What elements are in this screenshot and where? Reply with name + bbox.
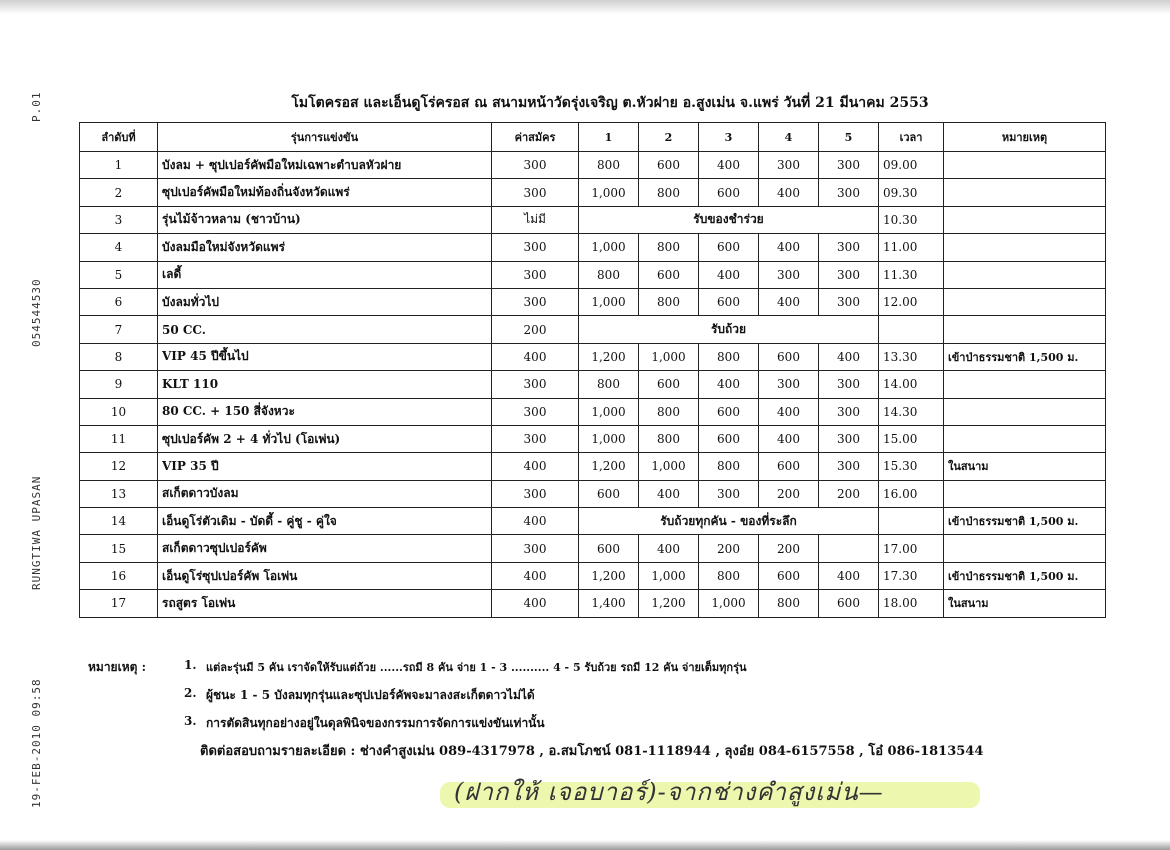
row-note: ในสนาม [944,590,1106,617]
row-order: 17 [80,590,158,617]
row-fee: 300 [492,371,579,398]
fax-number: 054544530 [30,278,43,347]
scan-top-edge [0,0,1170,14]
row-event: รุ่นไม้จ้าวหลาม (ชาวบ้าน) [158,206,492,233]
row-prize-2: 800 [639,425,699,452]
row-time: 10.30 [879,206,944,233]
row-prize-4: 400 [759,234,819,261]
row-note: ในสนาม [944,453,1106,480]
row-fee: 300 [492,152,579,179]
row-note [944,371,1106,398]
row-prize-5: 300 [819,371,879,398]
row-prize-2: 1,200 [639,590,699,617]
row-prize-4: 800 [759,590,819,617]
row-prize-2: 800 [639,179,699,206]
row-time: 15.00 [879,425,944,452]
row-prize-1: 800 [579,371,639,398]
table-row [80,535,1106,562]
row-note [944,316,1106,343]
row-prize-3: 800 [699,453,759,480]
row-time: 18.00 [879,590,944,617]
row-prize-gift: รับถ้วย [579,316,879,343]
row-prize-2: 400 [639,535,699,562]
row-order: 8 [80,343,158,370]
table-row [80,261,1106,288]
row-prize-5: 300 [819,261,879,288]
row-prize-1: 1,000 [579,234,639,261]
row-time [879,508,944,535]
row-order: 4 [80,234,158,261]
row-time: 11.00 [879,234,944,261]
row-event: สเก็ตดาวบังลม [158,480,492,507]
row-note [944,535,1106,562]
row-event: 50 CC. [158,316,492,343]
row-event: ซุปเปอร์คัพ 2 + 4 ทั่วไป (โอเพ่น) [158,425,492,452]
note-3-number: 3. [184,714,197,728]
table-row [80,590,1106,617]
row-event: เอ็นดูโร่ตัวเดิม - บัดดี้ - คู่ชู - คู่ใจ [158,508,492,535]
row-prize-1: 1,200 [579,453,639,480]
row-prize-gift: รับถ้วยทุกคัน - ของที่ระลึก [579,508,879,535]
row-event: บังลมมือใหม่จังหวัดแพร่ [158,234,492,261]
row-event: 80 CC. + 150 สี่จังหวะ [158,398,492,425]
row-time: 09.30 [879,179,944,206]
row-prize-1: 1,000 [579,288,639,315]
row-prize-4: 400 [759,288,819,315]
row-fee: 300 [492,234,579,261]
row-prize-2: 600 [639,152,699,179]
row-prize-4: 300 [759,371,819,398]
table-header-row [80,123,1106,152]
row-prize-1: 800 [579,152,639,179]
row-time: 14.30 [879,398,944,425]
row-event: เอ็นดูโร่ซุปเปอร์คัพ โอเพ่น [158,562,492,589]
fax-datetime: 19-FEB-2010 09:58 [30,678,43,808]
handwritten-text: (ฝากให้ เจอบาอร์)-จากช่างคำสูงเม่น— [454,778,884,806]
row-prize-2: 600 [639,371,699,398]
row-order: 7 [80,316,158,343]
row-fee: 200 [492,316,579,343]
row-note [944,152,1106,179]
row-prize-4: 600 [759,562,819,589]
table-row [80,371,1106,398]
row-event: KLT 110 [158,371,492,398]
row-time: 12.00 [879,288,944,315]
row-note [944,425,1106,452]
table-row [80,288,1106,315]
header-note: หมายเหตุ [944,123,1106,152]
header-prize-1: 1 [579,123,639,152]
handwritten-annotation [440,770,1000,816]
row-order: 10 [80,398,158,425]
note-1-text: แต่ละรุ่นมี 5 คัน เราจัดให้รับแต่ถ้วย ......รถมี 8 คัน จ่าย 1 - 3 .......... 4 - 5 รับถ้วย รถมี 12 คัน จ่ายเต็มทุกรุ่น [206,661,747,674]
row-prize-1: 1,200 [579,562,639,589]
row-fee: 400 [492,562,579,589]
row-prize-5 [819,535,879,562]
row-fee: 300 [492,480,579,507]
row-order: 15 [80,535,158,562]
note-2-number: 2. [184,686,197,700]
row-prize-4: 300 [759,152,819,179]
row-event: เลดี้ [158,261,492,288]
row-fee: 300 [492,261,579,288]
table-row [80,206,1106,233]
row-fee: ไม่มี [492,206,579,233]
row-event: ซุปเปอร์คัพมือใหม่ท้องถิ่นจังหวัดแพร่ [158,179,492,206]
row-prize-2: 600 [639,261,699,288]
row-prize-2: 1,000 [639,453,699,480]
table-row [80,152,1106,179]
row-time: 14.00 [879,371,944,398]
row-prize-4: 300 [759,261,819,288]
contact-line: ติดต่อสอบถามรายละเอียด : ช่างคำสูงเม่น 089-4317978 , อ.สมโภชน์ 081-1118944 , ลุงอ๋ย 084-6157558 , โอ๋ 086-1813544 [200,744,984,759]
row-event: บังลมทั่วไป [158,288,492,315]
row-time: 17.30 [879,562,944,589]
row-prize-4: 600 [759,343,819,370]
scan-bottom-edge [0,840,1170,850]
row-prize-1: 1,400 [579,590,639,617]
row-order: 6 [80,288,158,315]
header-event: รุ่นการแข่งขัน [158,123,492,152]
row-time: 15.30 [879,453,944,480]
table-row [80,343,1106,370]
document-title: โมโตครอส และเอ็นดูโร่ครอส ณ สนามหน้าวัดรุ่งเจริญ ต.หัวฝาย อ.สูงเม่น จ.แพร่ วันที่ 21 มีนาคม 2553 [291,95,929,111]
table-row [80,480,1106,507]
row-note [944,261,1106,288]
table-row [80,398,1106,425]
table-row [80,179,1106,206]
row-prize-1: 1,200 [579,343,639,370]
row-fee: 400 [492,590,579,617]
row-prize-5: 400 [819,343,879,370]
row-prize-4: 400 [759,398,819,425]
row-prize-3: 600 [699,398,759,425]
row-prize-3: 400 [699,152,759,179]
row-fee: 300 [492,398,579,425]
row-time: 13.30 [879,343,944,370]
row-time: 09.00 [879,152,944,179]
row-event: VIP 45 ปีขึ้นไป [158,343,492,370]
race-schedule-table [79,122,1106,618]
row-prize-2: 800 [639,398,699,425]
row-prize-1: 1,000 [579,179,639,206]
row-order: 14 [80,508,158,535]
row-note [944,206,1106,233]
header-prize-2: 2 [639,123,699,152]
row-order: 2 [80,179,158,206]
row-prize-3: 600 [699,425,759,452]
row-prize-5: 300 [819,152,879,179]
row-prize-5: 400 [819,562,879,589]
row-order: 11 [80,425,158,452]
row-order: 13 [80,480,158,507]
table-row [80,562,1106,589]
row-order: 3 [80,206,158,233]
row-prize-4: 400 [759,425,819,452]
row-prize-4: 200 [759,535,819,562]
row-prize-4: 600 [759,453,819,480]
row-prize-2: 1,000 [639,343,699,370]
table-row [80,316,1106,343]
row-fee: 400 [492,343,579,370]
row-note: เข้าป่าธรรมชาติ 1,500 ม. [944,562,1106,589]
row-prize-2: 400 [639,480,699,507]
row-note [944,288,1106,315]
row-prize-3: 200 [699,535,759,562]
row-fee: 300 [492,425,579,452]
header-prize-4: 4 [759,123,819,152]
row-fee: 300 [492,535,579,562]
row-fee: 300 [492,288,579,315]
row-time: 16.00 [879,480,944,507]
note-2-text: ผู้ชนะ 1 - 5 บังลมทุกรุ่นและซุปเปอร์คัพจะมาลงสะเก็ตดาวไม่ได้ [206,688,535,702]
row-prize-5: 300 [819,398,879,425]
row-prize-5: 600 [819,590,879,617]
row-prize-5: 300 [819,288,879,315]
row-prize-3: 1,000 [699,590,759,617]
row-fee: 400 [492,453,579,480]
row-event: VIP 35 ปี [158,453,492,480]
row-prize-5: 300 [819,234,879,261]
note-1-number: 1. [184,658,197,672]
header-prize-5: 5 [819,123,879,152]
row-prize-3: 400 [699,261,759,288]
row-prize-gift: รับของชำร่วย [579,206,879,233]
row-note: เข้าป่าธรรมชาติ 1,500 ม. [944,343,1106,370]
row-prize-1: 600 [579,535,639,562]
header-fee: ค่าสมัคร [492,123,579,152]
note-3-text: การตัดสินทุกอย่างอยู่ในดุลพินิจของกรรมการจัดการแข่งขันเท่านั้น [206,716,545,730]
row-prize-1: 1,000 [579,398,639,425]
fax-page-number: P.01 [30,91,43,122]
row-prize-3: 600 [699,179,759,206]
row-order: 9 [80,371,158,398]
row-prize-2: 800 [639,288,699,315]
row-time: 17.00 [879,535,944,562]
table-row [80,234,1106,261]
row-prize-3: 400 [699,371,759,398]
table-row [80,425,1106,452]
row-note: เข้าป่าธรรมชาติ 1,500 ม. [944,508,1106,535]
row-prize-1: 1,000 [579,425,639,452]
row-note [944,480,1106,507]
row-prize-4: 400 [759,179,819,206]
row-fee: 400 [492,508,579,535]
row-prize-3: 300 [699,480,759,507]
row-order: 5 [80,261,158,288]
table-body [80,123,1106,618]
row-order: 16 [80,562,158,589]
row-time: 11.30 [879,261,944,288]
notes-label: หมายเหตุ : [88,660,147,674]
row-event: สเก็ตดาวซุปเปอร์คัพ [158,535,492,562]
row-prize-1: 800 [579,261,639,288]
row-prize-5: 200 [819,480,879,507]
row-note [944,234,1106,261]
row-time [879,316,944,343]
row-note [944,398,1106,425]
row-prize-2: 800 [639,234,699,261]
row-prize-5: 300 [819,425,879,452]
row-prize-3: 600 [699,234,759,261]
table-row [80,508,1106,535]
table-row [80,453,1106,480]
fax-sender: RUNGTIWA UPASAN [30,475,43,590]
row-prize-2: 1,000 [639,562,699,589]
row-event: รถสูตร โอเพ่น [158,590,492,617]
row-prize-4: 200 [759,480,819,507]
row-prize-5: 300 [819,453,879,480]
row-order: 12 [80,453,158,480]
row-order: 1 [80,152,158,179]
row-prize-5: 300 [819,179,879,206]
row-prize-3: 600 [699,288,759,315]
row-prize-1: 600 [579,480,639,507]
row-event: บังลม + ซุปเปอร์คัพมือใหม่เฉพาะตำบลหัวฝาย [158,152,492,179]
header-order: ลำดับที่ [80,123,158,152]
header-prize-3: 3 [699,123,759,152]
header-time: เวลา [879,123,944,152]
row-prize-3: 800 [699,343,759,370]
row-fee: 300 [492,179,579,206]
row-note [944,179,1106,206]
row-prize-3: 800 [699,562,759,589]
